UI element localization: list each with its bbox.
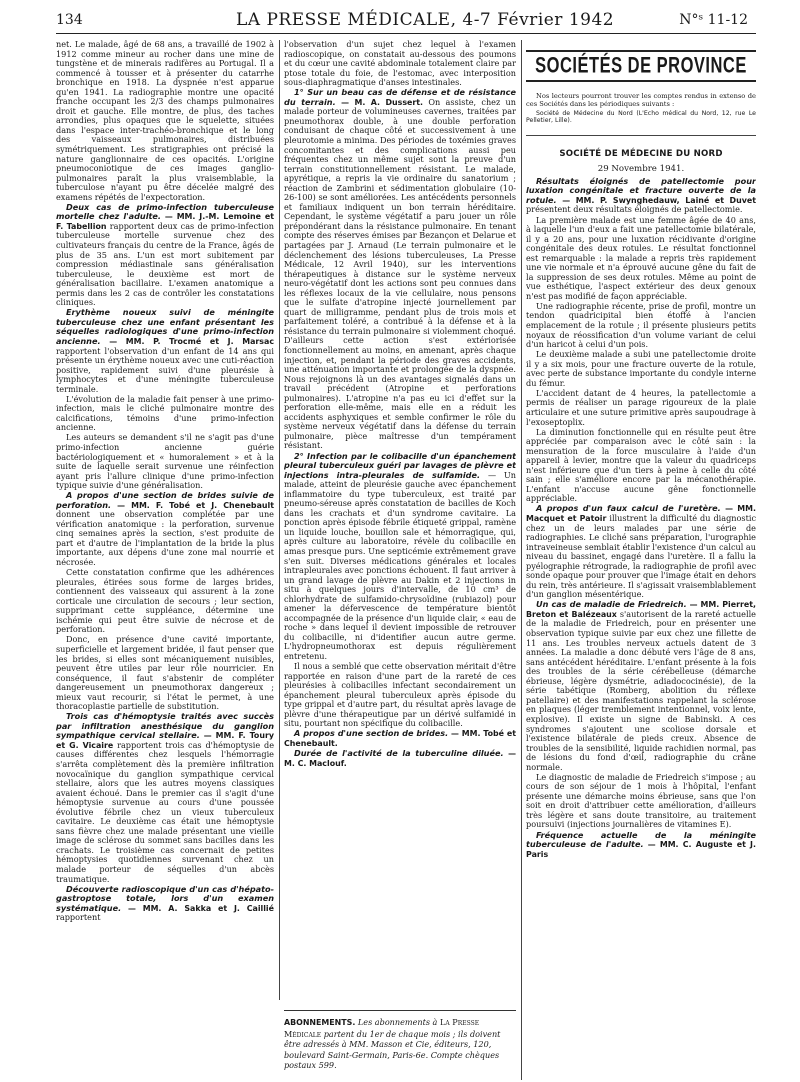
article-text: rapportent: [56, 912, 101, 923]
article-title: Deux cas de primo-infection tuberculeuse mortelle chez l'adulte.: [56, 201, 274, 222]
journal-name: La Presse Médicale: [284, 1017, 480, 1039]
paragraph: L'accident datant de 4 heures, la patellectomie a permis de réaliser un parage rigoureux de la plaie articulaire et une suture primitive après saupoudrage à l'exoseptoplix.: [526, 387, 756, 427]
article-title: Trois cas d'hémoptysie traités avec succès par infiltration anesthésique du ganglion sympathique cervical stellaire.: [56, 711, 274, 741]
article-title: A propos d'une section de brides suivie de perforation.: [56, 490, 274, 510]
paragraph: Donc, en présence d'une cavité importante, superficielle et largement bridée, il faut penser que les brides, si elles sont mécaniquement nuisibles, peuvent être utiles par leur rôle nourricier. En conséquence, il faut s'abstenir de compléter dangereusement un pneumothorax dangereux ; mieux vaut recourir, si l'état le permet, à une thoracoplastie partielle de substitution.: [56, 634, 274, 712]
article: [284, 452, 516, 662]
article-text: présentent deux résultats éloignés de patellectomie.: [526, 204, 743, 215]
article: [526, 600, 756, 772]
article-authors: — MM. C. Auguste et J. Paris: [526, 840, 756, 859]
article: [56, 308, 274, 394]
paragraph: Une radiographie récente, prise de profil, montre un tendon quadricipital bien étoffé à l'ancien emplacement de la rotule ; il présente plusieurs petits noyaux de réossification d'un volume variant de celui d'un haricot à celui d'un pois.: [526, 300, 756, 350]
article-text: illustrent la difficulté du diagnostic chez un de leurs malades par une série de radiographies. Le cliché sans préparation, l'urographie intraveineuse semblait établir l'existence d'un calcul au niveau du bassinet, engagé dans l'uretère. Il a fallu la pyélographie rétrograde, la radiographie de profil avec sonde opaque pour prouver que l'image était en dehors du rein, très antérieure. Il s'agissait vraisemblablement d'un ganglion mésentérique.: [526, 512, 756, 600]
page-number: 134: [56, 12, 83, 28]
paragraph: l'observation d'un sujet chez lequel à l'examen radioscopique, on constatait au-dessous des poumons et du cœur une cavité abdominale totalement claire par ptose totale du foie, de l'estomac, avec interposition sous-diaphragmatique d'anses intestinales.: [284, 40, 516, 88]
article-title: Durée de l'activité de la tuberculine diluée.: [294, 747, 504, 758]
article-title: Fréquence actuelle de la méningite tuberculeuse de l'adulte.: [526, 829, 756, 850]
article: [284, 749, 516, 768]
article-authors: — M. A. Dussert.: [335, 97, 424, 107]
article-authors: — MM. F. Toury et G. Vicaire: [56, 731, 274, 750]
article-title: Résultats éloignés de patellectomie pour luxation congénitale et fracture ouverte de la rotule.: [526, 175, 756, 205]
paragraph: L'évolution de la maladie fait penser à une primo-infection, mais le cliché pulmonaire montre des calcifications, témoins d'une primo-infection ancienne.: [56, 393, 274, 433]
issue-number: N°ˢ 11-12: [679, 12, 748, 28]
article-title: 1° Sur un beau cas de défense et de résistance du terrain.: [284, 87, 516, 107]
article: [56, 203, 274, 308]
paragraph: La diminution fonctionnelle qui en résulte peut être appréciée par comparaison avec le côté sain : la mensuration de la force musculaire à l'aide d'un appareil à levier, montre que la valeur du quadriceps n'est inférieure que d'un tiers à peine à celle du côté sain ; elle s'améliore encore par la mécanothérapie. L'enfant n'accuse aucune gêne fonctionnelle appréciable.: [526, 426, 756, 504]
paragraph: Cette constatation confirme que les adhérences pleurales, étirées sous forme de larges brides, contiennent des vaisseaux qui assurent à la zone corticale une circulation de secours ; leur section, supprimant cette suppléance, détermine une ischémie qui peut être suivie de nécrose et de perforation.: [56, 567, 274, 635]
section-note-source: Société de Médecine du Nord (L'Echo médical du Nord, 12, rue Le Pelletier, Lille).: [526, 109, 756, 125]
article-authors: — MM. P. Swynghedauw, Lainé et Duvet: [556, 195, 756, 205]
column-divider: [521, 40, 522, 1080]
article-authors: — MM. P. Trocmé et J. Marsac: [100, 336, 274, 346]
article-authors: — MM. Macquet et Patoir: [526, 504, 756, 523]
article: [526, 177, 756, 215]
article-authors: — MM. F. Tobé et J. Chenebault: [111, 500, 274, 510]
article: [284, 88, 516, 451]
paragraph: Il nous a semblé que cette observation méritait d'être rapportée en raison d'une part de la rareté de ces pleurésies à colibacilles infectant secondairement un épanchement pleural tuberculeux après épisode du type grippal et d'autre part, du résultat après lavage de plèvre d'une thérapeutique par un dérivé sulfamidé in situ, pourtant non spécifique du colibacille.: [284, 661, 516, 729]
article-text: s'autorisent de la rareté actuelle de la maladie de Friedreich, pour en présenter une observation typique suivie par eux chez une fillette de 11 ans. Les troubles nerveux actuels datent de 3 années. La maladie a donc débuté vers l'âge de 8 ans, sans antécédent héréditaire. L'enfant présente à la fois des troubles de la série cérébelleuse (démarche ébrieuse, légère dysmétrie, adiadococinésie), de la série tabétique (Romberg, abolition du réflexe patellaire) et des manifestations rappelant la sclérose en plaques (léger tremblement intentionnel, voix lente, explosive). Il existe un signe de Babinski. A ces syndromes s'ajoutent une scoliose dorsale et l'existence bilatérale de pieds creux. Absence de troubles de la sensibilité, liquide rachidien normal, pas de lésions du fond d'œil, radiographie du crâne normale.: [526, 608, 756, 772]
article-text: On assiste, chez un malade porteur de volumineuses cavernes, traitées par pneumothorax double, à une double perforation conduisant de chaque côté et successivement à une pleurotomie a minima. Des périodes de toxémies graves concomitantes et des complications aussi peu fréquentes chez un même sujet sont la preuve d'un terrain constitutionnellement résistant. Le malade, apyrétique, a repris la vie ordinaire du sanatorium ; réaction de Zambrini et sédimentation globulaire (10-26-100) se sont améliorées. Les antécédents personnels et familiaux indiquent un bon terrain héréditaire. Cependant, le système végétatif a paru jouer un rôle prépondérant dans la résistance pulmonaire. En tenant compte des réserves émises par Bezançon et Delarue et partagées par J. Arnaud (Le terrain pulmonaire et le déclenchement des lésions tuberculeuses, La Presse Médicale, 12 Avril 1940), sur les interventions thérapeutiques à distance sur le système nerveux neuro-végétatif dont les actions sont peu connues dans les réflexes locaux de la vie cellulaire, nous pensons que le sulfate d'atropine injecté journellement par quart de milligramme, pendant plus de trois mois et parfaitement toléré, a contribué à la défense et à la résistance du terrain pulmonaire si violemment choqué. D'ailleurs cette action s'est extériorisée fonctionnellement au moins, en amenant, après chaque injection, et, pendant la période des graves accidents, une atténuation importante et prolongée de la dyspnée. Nous rejoignons là un des avantages signalés dans un travail précédent (Atropine et perforations pulmonaires). L'atropine n'a pas eu ici d'effet sur la perforation elle-même, mais elle en a réduit les accidents asphyxiques et semble confirmer le rôle du système nerveux végétatif dans la défense du terrain pulmonaire, pièce maîtresse d'un tempérament résistant.: [284, 96, 516, 451]
article-title: Erythème noueux suivi de méningite tuberculeuse chez une enfant présentant les séquelles radiologiques d'une primo-infection ancienne.: [56, 307, 274, 346]
article-authors: — MM. Tobé et Chenebault.: [284, 729, 516, 748]
paragraph: Les auteurs se demandent s'il ne s'agit pas d'une primo-infection ancienne guérie bactériologiquement et « humoralement » et à la suite de laquelle serait survenue une réinfection ayant pris l'allure clinique d'une primo-infection typique suivie d'une généralisation.: [56, 432, 274, 491]
subscription-notice: [284, 1010, 516, 1071]
journal-title: LA PRESSE MÉDICALE, 4-7 Février 1942: [236, 10, 615, 30]
section-note: Nos lecteurs pourront trouver les comptes rendus in extenso de ces Sociétés dans les périodiques suivants :: [526, 91, 756, 108]
society-title: SOCIÉTÉ DE MÉDECINE DU NORD: [559, 148, 723, 159]
article-text: donnent une observation complétée par une vérification anatomique : la perforation, survenue cinq semaines après la section, s'est produite de part et d'autre de l'implantation de la bride la plus importante, aux dépens d'une zone mal nourrie et nécrosée.: [56, 509, 274, 568]
article-authors: — M. C. Maclouf.: [284, 748, 516, 768]
article-authors: — MM. A. Sakka et J. Caillié: [121, 903, 274, 913]
section-header: [526, 50, 756, 82]
article-title: 2° Infection par le colibacille d'un épanchement pleural tuberculeux guéri par lavages de plèvre et injections intra-pleurales de sulfamide.: [284, 450, 516, 480]
article-title: Découverte radioscopique d'un cas d'hépato-gastroptose totale, lors d'un examen systématique.: [56, 883, 274, 913]
article-title: A propos d'un faux calcul de l'uretère.: [536, 503, 721, 514]
paragraph: La première malade est une femme âgée de 40 ans, à laquelle l'un d'eux a fait une patellectomie bilatérale, il y a 20 ans, pour une luxation récidivante d'origine congénitale des deux rotules. Le résultat fonctionnel est remarquable : la malade a repris très rapidement une vie normale et n'a éprouvé aucune gêne du fait de la suppression de ses deux rotules. Même au point de vue esthétique, l'aspect extérieur des deux genoux n'est pas modifié de façon appréciable.: [526, 214, 756, 301]
page-header: [56, 10, 756, 32]
column-middle: [284, 40, 516, 1000]
article: [526, 504, 756, 599]
article: [284, 729, 516, 748]
paragraph: Le deuxième malade a subi une patellectomie droite il y a six mois, pour une fracture ouverte de la rotule, avec perte de substance importante du condyle interne du fémur.: [526, 349, 756, 388]
article: [56, 885, 274, 923]
article: [56, 712, 274, 884]
column-right: [526, 40, 756, 1080]
column-left: [56, 40, 274, 1080]
article-title: A propos d'une section de brides.: [294, 728, 449, 739]
section-title: SOCIÉTÉS DE PROVINCE: [535, 53, 747, 78]
session-date: 29 Novembre 1941.: [597, 164, 685, 175]
header-rule: [56, 33, 756, 34]
column-divider: [279, 40, 280, 1000]
divider: [526, 135, 756, 136]
article: [526, 831, 756, 860]
article-text: rapportent trois cas d'hémoptysie de causes différentes chez lesquels l'hémorragie s'arrêta complètement dès la première infiltration novocaïnique du ganglion sympathique cervical stellaire, alors que les autres moyens classiques avaient échoué. Dans le premier cas il s'agit d'une hémoptysie survenue au cours d'une poussée évolutive fébrile chez un vieux tuberculeux cavitaire. Le deuxième cas était une hémoptysie sans fièvre chez une malade présentant une vieille image de sclérose du sommet sans bacilles dans les crachats. Le troisième cas concernait de petites hémoptysies quotidiennes survenant chez un malade porteur de séquelles d'un abcès traumatique.: [56, 739, 274, 884]
article-text: — Un malade, atteint de pleurésie gauche avec épanchement inflammatoire du type tuberculeux, est traité par pneumo-séreuse après constatation de bacilles de Koch dans les crachats et d'un syndrome cavitaire. La ponction après épisode fébrile étiqueté grippal, ramène un liquide louche, bouillon sale et hémorragique, qui, après culture au laboratoire, révèle du colibacille en amas presque purs. Une septicémie extrêmement grave s'en suit. Diverses médications générales et locales intrapleurales avec ponctions échouent. Il faut arriver à un grand lavage de plèvre au Dakin et 2 injections in situ à quelques jours d'intervalle, de 10 cm³ de chlorhydrate de sulfamido-chrysoïdine (rubiazol) pour amener la défervescence de température bientôt accompagnée de la présence d'un liquide clair, « eau de roche » dans lequel il devient impossible de retrouver du colibacille, ni d'identifier aucun autre germe. L'hydropneumothorax est depuis régulièrement entretenu.: [284, 469, 516, 661]
article-text: rapportent deux cas de primo-infection tuberculeuse mortelle survenue chez des cultivateurs français du centre de la France, âgés de plus de 35 ans. L'un est mort subitement par compression médiastinale sans généralisation tuberculeuse, le deuxième est mort de généralisation bacillaire. L'examen anatomique a permis dans les 2 cas de contrôler les constatations cliniques.: [56, 220, 274, 308]
article-text: rapportent l'observation d'un enfant de 14 ans qui présente un érythème noueux avec une cuti-réaction positive, rapidement suivi d'une pleurésie à lymphocytes et d'une méningite tuberculeuse terminale.: [56, 345, 274, 394]
article-title: Un cas de maladie de Friedreich.: [536, 599, 687, 610]
paragraph: net. Le malade, âgé de 68 ans, a travaillé de 1902 à 1912 comme mineur au rocher dans une mine de tungstène et de minerais radifères au Portugal. Il a commencé à tousser et à présenter du catarrhe bronchique en 1918. La dyspnée n'est apparue qu'en 1941. La radiographie montre une opacité franche occupant les 2/3 des champs pulmonaires droit et gauche. Elle montre, de plus, des taches arrondies, plus opaques que le squelette, situées dans l'espace inter-trachéo-bronchique et le long des vaisseaux pulmonaires, distribuées symétriquement. Les stratigraphies ont précisé la nature ganglionnaire de ces opacités. L'origine pneumoconiotique de ces images ganglio-pulmonaires paraît la plus vraisemblable, la tuberculose n'ayant pu être décelée malgré des examens répétés de l'expectoration.: [56, 40, 274, 202]
article-authors: — MM. J.-M. Lemoine et F. Tabellion: [56, 212, 274, 231]
subscription-text: partent du 1er de chaque mois ; ils doivent être adressés à MM. Masson et Cie, éditeurs, 120, boulevard Saint-Germain, Paris-6e. Compte chèques postaux 599.: [284, 1028, 501, 1071]
subscription-keyword: ABONNEMENTS.: [284, 1018, 356, 1027]
article-authors: — MM. Pierret, Breton et Balézeaux: [526, 600, 756, 619]
subscription-text: Les abonnements à: [355, 1017, 440, 1027]
article: [56, 491, 274, 567]
paragraph: Le diagnostic de maladie de Friedreich s'impose ; au cours de son séjour de 1 mois à l'hôpital, l'enfant présente une démarche moins ébrieuse, sans que l'on soit en droit d'attribuer cette amélioration, d'ailleurs très légère et sans doute transitoire, au traitement poursuivi (injections journalières de vitamines E).: [526, 771, 756, 830]
